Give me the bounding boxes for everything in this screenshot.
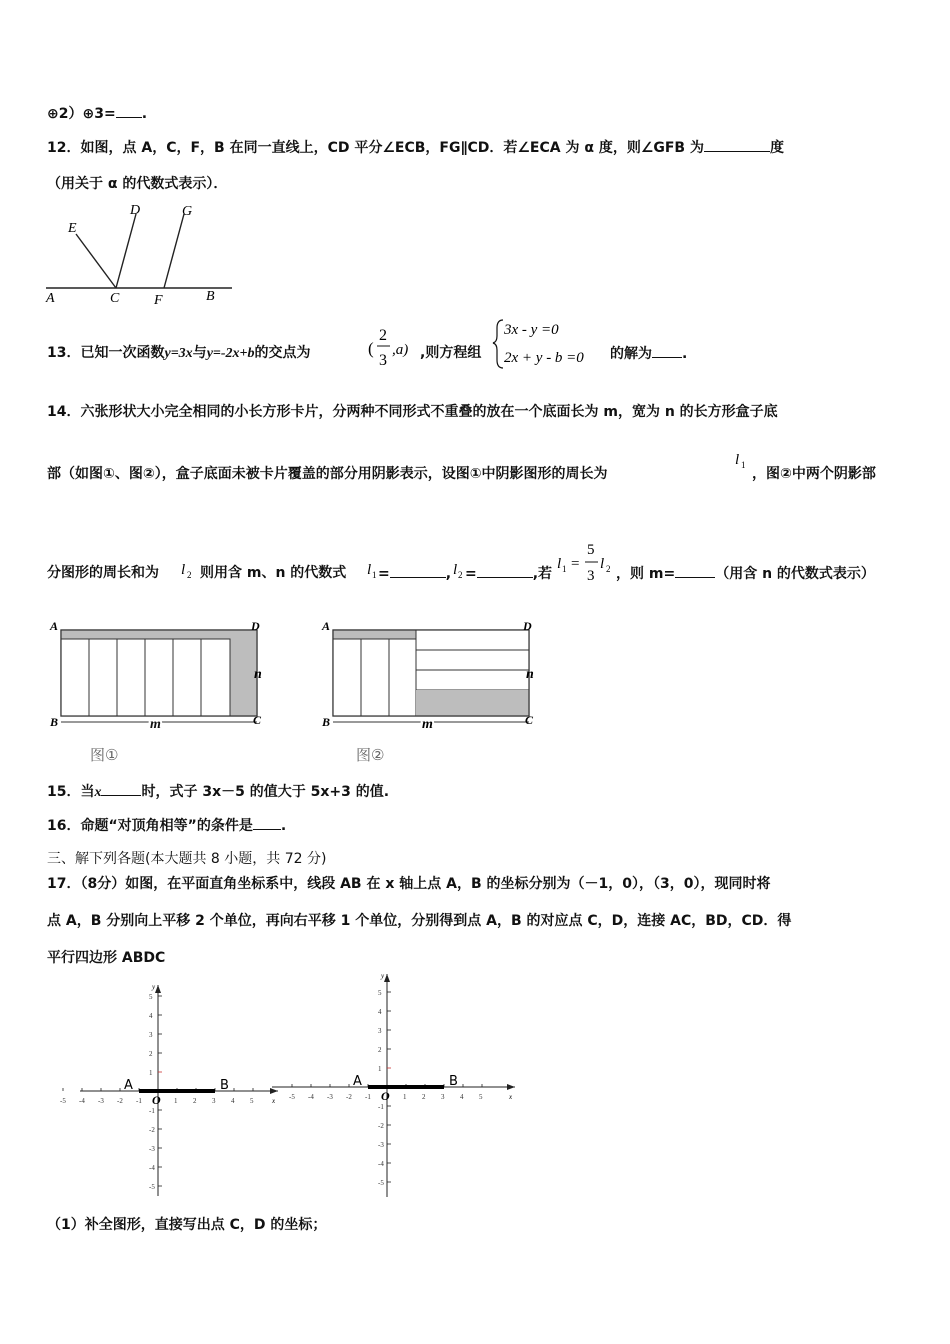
x-axis-arrow-icon xyxy=(507,1084,515,1090)
svg-text:A: A xyxy=(50,619,59,633)
y-tick-label: 2 xyxy=(149,1050,153,1058)
svg-text:l: l xyxy=(600,556,605,572)
svg-text:A: A xyxy=(322,619,331,633)
svg-text:1: 1 xyxy=(741,460,746,470)
q17-sub1: （1）补全图形，直接写出点 C，D 的坐标； xyxy=(47,1217,327,1233)
point-a-label: A xyxy=(353,1074,362,1089)
y-tick-label: -4 xyxy=(378,1160,384,1168)
y-tick-label: 1 xyxy=(149,1069,153,1077)
y-axis-label: y xyxy=(381,972,385,980)
q14-line2-after: ，图②中两个阴影部 xyxy=(752,466,876,482)
q13-system xyxy=(494,316,614,372)
coordinate-plane-2 xyxy=(272,972,522,1207)
equation-2: 2x + y - b =0 xyxy=(504,350,584,366)
q17-line2: 点 A，B 分别向上平移 2 个单位，再向右平移 1 个单位，分别得到点 A，B 的对应点 C，D，连接 AC，BD，CD．得 xyxy=(47,913,792,929)
x-tick-label: -5 xyxy=(289,1093,295,1101)
x-tick-label: -3 xyxy=(98,1097,104,1105)
q12-line2: （用关于 α 的代数式表示）． xyxy=(47,176,228,192)
y-tick-label: -4 xyxy=(149,1164,155,1172)
svg-text:D: D xyxy=(251,619,260,633)
y-tick-label: 2 xyxy=(378,1046,382,1054)
ray-fg xyxy=(164,214,184,288)
svg-text:B: B xyxy=(322,715,331,729)
y-tick-label: 3 xyxy=(149,1031,153,1039)
x-tick-label: 2 xyxy=(193,1097,197,1105)
svg-text:2: 2 xyxy=(606,564,611,574)
coordinate-plane-1 xyxy=(40,978,285,1208)
q14-line3a: 分图形的周长和为 xyxy=(47,565,159,581)
origin-label: O xyxy=(381,1089,390,1103)
svg-text:B: B xyxy=(50,715,59,729)
q14-line3g: ，则 m= （用含 n 的代数式表示） xyxy=(616,566,875,582)
q14-l2-b xyxy=(452,558,466,582)
svg-text:m: m xyxy=(422,717,433,732)
label-g: G xyxy=(182,204,193,219)
q17-line3: 平行四边形 ABDC xyxy=(47,950,166,966)
q14-ratio xyxy=(556,538,618,588)
ray-cd xyxy=(116,214,136,288)
frac-den: 3 xyxy=(379,352,387,369)
answer-blank[interactable] xyxy=(704,138,770,152)
y-tick-label: 3 xyxy=(378,1027,382,1035)
svg-text:l: l xyxy=(181,562,186,578)
shaded-strip-bottom xyxy=(416,690,529,716)
section-heading: 三、解下列各题(本大题共 8 小题，共 72 分) xyxy=(47,851,327,867)
x-tick-label: -2 xyxy=(346,1093,352,1101)
y-axis-label: y xyxy=(152,983,156,991)
shaded-strip-top xyxy=(61,630,257,639)
q16: 16．命题“对顶角相等”的条件是 . xyxy=(47,818,287,834)
svg-text:l: l xyxy=(735,452,740,468)
answer-blank[interactable] xyxy=(101,782,141,796)
svg-text:C: C xyxy=(525,713,534,727)
svg-text:1: 1 xyxy=(562,564,567,574)
equation-1: 3x - y =0 xyxy=(504,322,559,338)
y-tick-label: -1 xyxy=(149,1107,155,1115)
frac-num: 2 xyxy=(379,327,387,344)
x-tick-label: -1 xyxy=(365,1093,371,1101)
y-tick-label: 4 xyxy=(149,1012,153,1020)
shaded-strip-right xyxy=(230,630,257,716)
answer-blank[interactable] xyxy=(253,816,281,830)
y-tick-label: 5 xyxy=(378,989,382,997)
y-axis-arrow-icon xyxy=(384,974,390,982)
label-b: B xyxy=(206,289,215,304)
q14-blank-l1: = , xyxy=(378,566,452,582)
x-axis-label: x xyxy=(272,1097,276,1105)
y-tick-label: -2 xyxy=(378,1122,384,1130)
y-tick-label: -5 xyxy=(149,1183,155,1191)
x-tick-label: 4 xyxy=(231,1097,235,1105)
y-axis-arrow-icon xyxy=(155,985,161,993)
point-a: ,a) xyxy=(392,342,409,358)
x-tick-label: 4 xyxy=(460,1093,464,1101)
svg-text:3: 3 xyxy=(587,568,595,584)
svg-text:l: l xyxy=(367,562,372,578)
x-tick-label: -4 xyxy=(308,1093,314,1101)
shaded-strip-top xyxy=(333,630,416,639)
x-tick-label: -4 xyxy=(79,1097,85,1105)
svg-text:C: C xyxy=(253,713,262,727)
svg-text:n: n xyxy=(254,667,262,682)
x-tick-label: 3 xyxy=(441,1093,445,1101)
q15: 15．当x 时，式子 3x－5 的值大于 5x+3 的值. xyxy=(47,784,390,800)
svg-text:D: D xyxy=(523,619,532,633)
ray-ce xyxy=(76,234,116,288)
y-tick-label: 1 xyxy=(378,1065,382,1073)
y-tick-label: -5 xyxy=(378,1179,384,1187)
q14-l1 xyxy=(733,450,751,480)
x-tick-label: -2 xyxy=(117,1097,123,1105)
caption-fig2: 图② xyxy=(356,746,385,764)
x-tick-label: 3 xyxy=(212,1097,216,1105)
x-tick-label: -5 xyxy=(60,1097,66,1105)
svg-text:m: m xyxy=(150,717,161,732)
svg-text:5: 5 xyxy=(587,542,595,558)
x-tick-label: -3 xyxy=(327,1093,333,1101)
x-tick-label: -1 xyxy=(136,1097,142,1105)
y-tick-label: -3 xyxy=(149,1145,155,1153)
svg-text:=: = xyxy=(571,556,580,572)
q14-line2: 部（如图①、图②），盒子底面未被卡片覆盖的部分用阴影表示，设图①中阴影图形的周长为 xyxy=(47,466,608,482)
point-a-label: A xyxy=(124,1078,133,1093)
q13-prefix: 13．已知一次函数y=3x与y=-2x+b的交点为 xyxy=(47,345,311,361)
svg-text:2: 2 xyxy=(187,570,192,580)
y-tick-label: -1 xyxy=(378,1103,384,1111)
q14-blank-l2: = ,若 xyxy=(465,566,553,582)
label-e: E xyxy=(68,221,77,236)
q13-point xyxy=(368,322,420,372)
q11-tail: ⊕2）⊕3= . xyxy=(47,106,148,122)
y-tick-label: -2 xyxy=(149,1126,155,1134)
svg-text:n: n xyxy=(526,667,534,682)
q12-line1: 12．如图，点 A，C，F，B 在同一直线上，CD 平分∠ECB，FG∥CD．若∠ECA 为 α 度，则∠GFB 为 度 xyxy=(47,140,784,156)
svg-text:l: l xyxy=(453,562,458,578)
y-tick-label: 4 xyxy=(378,1008,382,1016)
q13-suffix: 的解为 . xyxy=(610,346,688,362)
answer-blank[interactable] xyxy=(652,344,682,358)
horizontal-cards xyxy=(416,630,529,690)
q17-line1: 17．（8分）如图，在平面直角坐标系中，线段 AB 在 x 轴上点 A，B 的坐标分别为（－1，0），（3，0），现同时将 xyxy=(47,876,771,892)
origin-label: O xyxy=(152,1093,161,1107)
q14-line1: 14．六张形状大小完全相同的小长方形卡片，分两种不同形式不重叠的放在一个底面长为 m，宽为 n 的长方形盒子底 xyxy=(47,404,778,420)
x-tick-label: 5 xyxy=(250,1097,254,1105)
q14-figure-2 xyxy=(320,618,550,768)
q14-figure-1 xyxy=(48,618,278,768)
answer-blank[interactable] xyxy=(477,564,533,578)
svg-text:2: 2 xyxy=(458,570,463,580)
q14-l2 xyxy=(180,558,196,582)
label-a: A xyxy=(46,291,55,306)
svg-text:l: l xyxy=(557,556,562,572)
brace xyxy=(493,320,503,368)
q12-figure xyxy=(40,200,240,310)
label-d: D xyxy=(130,203,141,218)
x-tick-label: 1 xyxy=(403,1093,407,1101)
x-tick-label: 2 xyxy=(422,1093,426,1101)
paren-open: ( xyxy=(368,339,374,358)
y-tick-label: -3 xyxy=(378,1141,384,1149)
label-c: C xyxy=(110,291,120,306)
x-axis-label: x xyxy=(509,1093,513,1101)
answer-blank[interactable] xyxy=(116,104,142,118)
caption-fig1: 图① xyxy=(90,746,119,764)
label-f: F xyxy=(154,293,163,308)
q13-mid: ,则方程组 xyxy=(420,345,482,361)
y-tick-label: 5 xyxy=(149,993,153,1001)
x-tick-label: 5 xyxy=(479,1093,483,1101)
vertical-cards xyxy=(333,639,416,716)
point-b-label: B xyxy=(449,1074,458,1089)
svg-text:1: 1 xyxy=(372,570,377,580)
q14-line3b: 则用含 m、n 的代数式 xyxy=(200,565,347,581)
point-b-label: B xyxy=(220,1078,229,1093)
answer-blank[interactable] xyxy=(675,564,715,578)
x-tick-label: 1 xyxy=(174,1097,178,1105)
answer-blank[interactable] xyxy=(390,564,446,578)
